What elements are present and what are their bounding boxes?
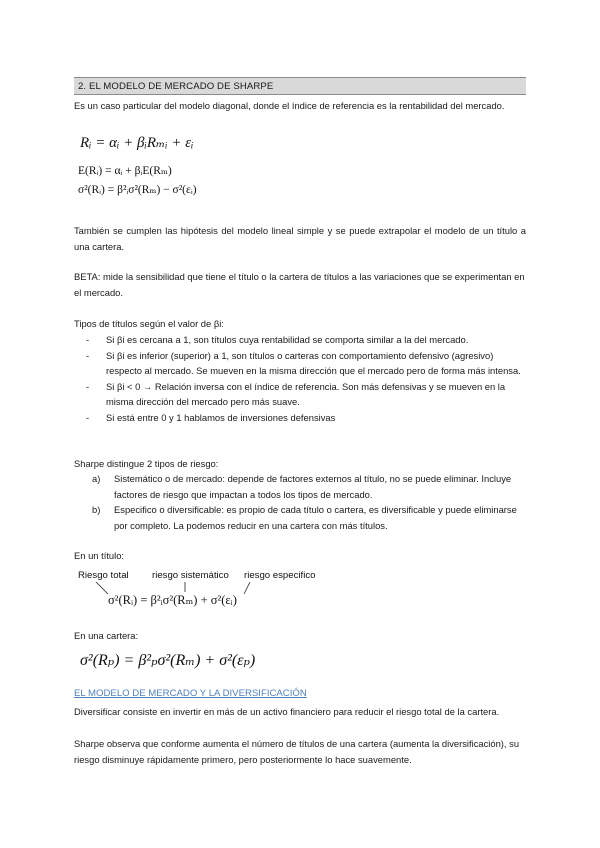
formula-expected-return: E(Rᵢ) = αᵢ + βᵢE(Rₘ)	[78, 165, 172, 177]
titulo-label: En un título:	[74, 550, 125, 561]
list-item-text: Sistemático o de mercado: depende de factores externos al título, no se puede eliminar. Incluye factores de riesgo que impactan a todos los tipos de mercado.	[114, 473, 512, 500]
formula-market-model: Rᵢ = αᵢ + βᵢRₘᵢ + εᵢ	[80, 135, 194, 151]
list-item-text: Si βi es inferior (superior) a 1, son títulos o carteras con comportamiento defensivo (agresivo) respecto al mercado. Se mueven en la misma dirección que el mercado pero de forma más intensa.	[106, 349, 521, 377]
formula-riesgo-cartera: σ²(Rₚ) = β²ₚσ²(Rₘ) + σ²(εₚ)	[80, 652, 256, 669]
list-marker: a)	[92, 473, 101, 484]
annot-riesgo-total: Riesgo total	[78, 570, 129, 581]
list-marker: -	[86, 349, 90, 361]
list-marker: b)	[92, 504, 101, 516]
beta-paragraph: BETA: mide la sensibilidad que tiene el título o la cartera de títulos a las variaciones que se experimentan en el mercado.	[74, 271, 525, 298]
list-marker: -	[86, 380, 90, 392]
list-item-text: Si está entre 0 y 1 hablamos de inversiones defensivas	[106, 411, 336, 423]
annot-riesgo-sistematico: riesgo sistemático	[152, 570, 229, 581]
formula-variance: σ²(Rᵢ) = β²ᵢσ²(Rₘ) − σ²(εᵢ)	[78, 184, 197, 196]
hipotesis-paragraph: También se cumplen las hipótesis del modelo lineal simple y se puede extrapolar el modelo de un título a una cartera.	[74, 225, 526, 252]
intro-paragraph: Es un caso particular del modelo diagonal, donde el índice de referencia es la rentabilidad del mercado.	[74, 100, 505, 111]
cartera-label: En una cartera:	[74, 630, 139, 641]
subheading-diversificacion: EL MODELO DE MERCADO Y LA DIVERSIFICACIÓN	[74, 688, 307, 699]
list-item-text: Especifico o diversificable: es propio de cada título o cartera, es diversificable y puede eliminarse por completo. La podemos reducir en una cartera con más títulos.	[114, 504, 517, 531]
riesgo-title: Sharpe distingue 2 tipos de riesgo:	[74, 458, 219, 469]
diversificar-paragraph: Diversificar consiste en invertir en más de un activo financiero para reducir el riesgo total de la cartera.	[74, 706, 500, 717]
list-item-text: Si βi < 0 → Relación inversa con el índice de referencia. Son más defensivas y se mueven en la misma dirección del mercado pero más suave.	[106, 380, 506, 408]
sharpe-paragraph: Sharpe observa que conforme aumenta el número de títulos de una cartera (aumenta la diversificación), su riesgo disminuye rápidamente primero, pero posteriormente lo hace suavemente.	[74, 738, 520, 765]
list-item-text: Si βi es cercana a 1, son títulos cuya rentabilidad se comporta similar a la del mercado.	[106, 334, 469, 345]
list-marker: -	[86, 334, 90, 345]
section-header: 2. EL MODELO DE MERCADO DE SHARPE	[74, 77, 526, 95]
tipos-title: Tipos de títulos según el valor de βi:	[74, 318, 224, 329]
formula-riesgo-titulo: σ²(Rᵢ) = β²ᵢσ²(Rₘ) + σ²(εᵢ)	[108, 593, 237, 607]
list-marker: -	[86, 411, 90, 423]
annot-riesgo-especifico: riesgo especifico	[244, 570, 316, 581]
